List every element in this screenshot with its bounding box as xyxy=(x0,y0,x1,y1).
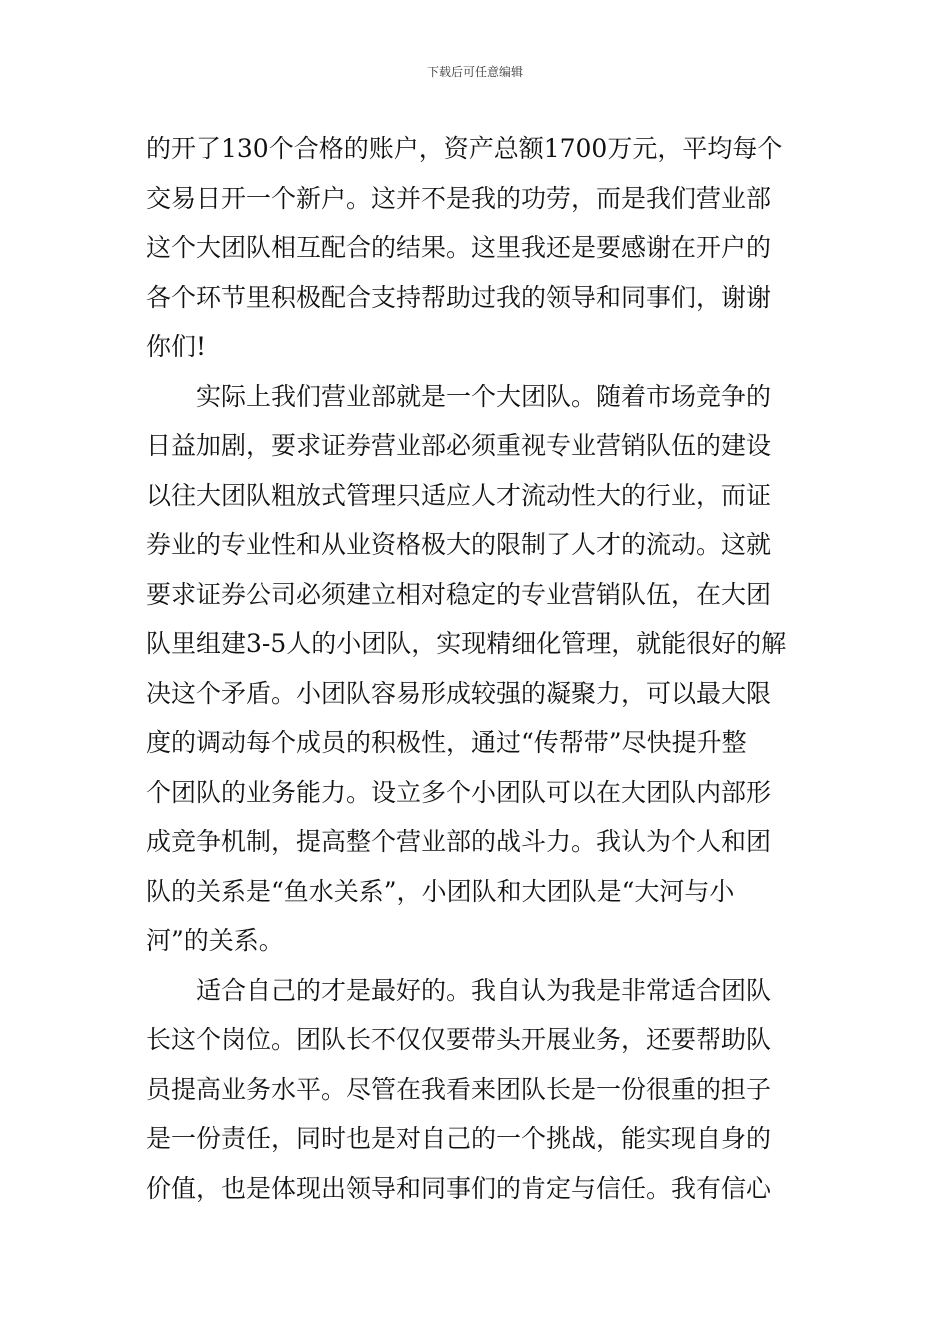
text-line: 你们! xyxy=(146,332,207,361)
text-line: 队里组建3-5人的小团队，实现精细化管理，就能很好的解 xyxy=(146,629,787,658)
text-line: 个团队的业务能力。设立多个小团队可以在大团队内部形 xyxy=(146,777,772,807)
text-line: 价值，也是体现出领导和同事们的肯定与信任。我有信心 xyxy=(146,1173,772,1203)
text-line: 成竞争机制，提高整个营业部的战斗力。我认为个人和团 xyxy=(146,827,772,856)
text-line: 各个环节里积极配合支持帮助过我的领导和同事们，谢谢 xyxy=(146,282,772,312)
paragraph-2 xyxy=(146,372,810,966)
text-line: 队的关系是“鱼水关系”，小团队和大团队是“大河与小 xyxy=(146,876,735,906)
text-line: 这个大团队相互配合的结果。这里我还是要感谢在开户的 xyxy=(146,233,772,262)
text-line: 适合自己的才是最好的。我自认为我是非常适合团队 xyxy=(196,975,772,1005)
text-line: 决这个矛盾。小团队容易形成较强的凝聚力，可以最大限 xyxy=(146,678,772,708)
text-line: 要求证券公司必须建立相对稳定的专业营销队伍，在大团 xyxy=(146,579,772,609)
paragraph-1 xyxy=(146,124,810,372)
text-line: 以往大团队粗放式管理只适应人才流动性大的行业，而证 xyxy=(146,480,772,510)
text-line: 度的调动每个成员的积极性，通过“传帮带”尽快提升整 xyxy=(146,728,747,757)
text-line: 员提高业务水平。尽管在我看来团队长是一份很重的担子 xyxy=(146,1074,772,1104)
text-line: 是一份责任，同时也是对自己的一个挑战，能实现自身的 xyxy=(146,1124,772,1153)
text-line: 长这个岗位。团队长不仅仅要带头开展业务，还要帮助队 xyxy=(146,1025,772,1054)
page-header: 下载后可任意编辑 xyxy=(426,65,523,79)
document-body xyxy=(146,124,810,1213)
text-line: 的开了130个合格的账户，资产总额1700万元，平均每个 xyxy=(146,134,783,163)
text-line: 日益加剧，要求证券营业部必须重视专业营销队伍的建设 xyxy=(146,431,772,460)
text-line: 券业的专业性和从业资格极大的限制了人才的流动。这就 xyxy=(146,530,772,559)
text-line: 实际上我们营业部就是一个大团队。随着市场竞争的 xyxy=(196,381,772,411)
paragraph-3 xyxy=(146,966,810,1214)
text-line: 河”的关系。 xyxy=(146,926,284,955)
text-line: 交易日开一个新户。这并不是我的功劳，而是我们营业部 xyxy=(146,183,772,213)
